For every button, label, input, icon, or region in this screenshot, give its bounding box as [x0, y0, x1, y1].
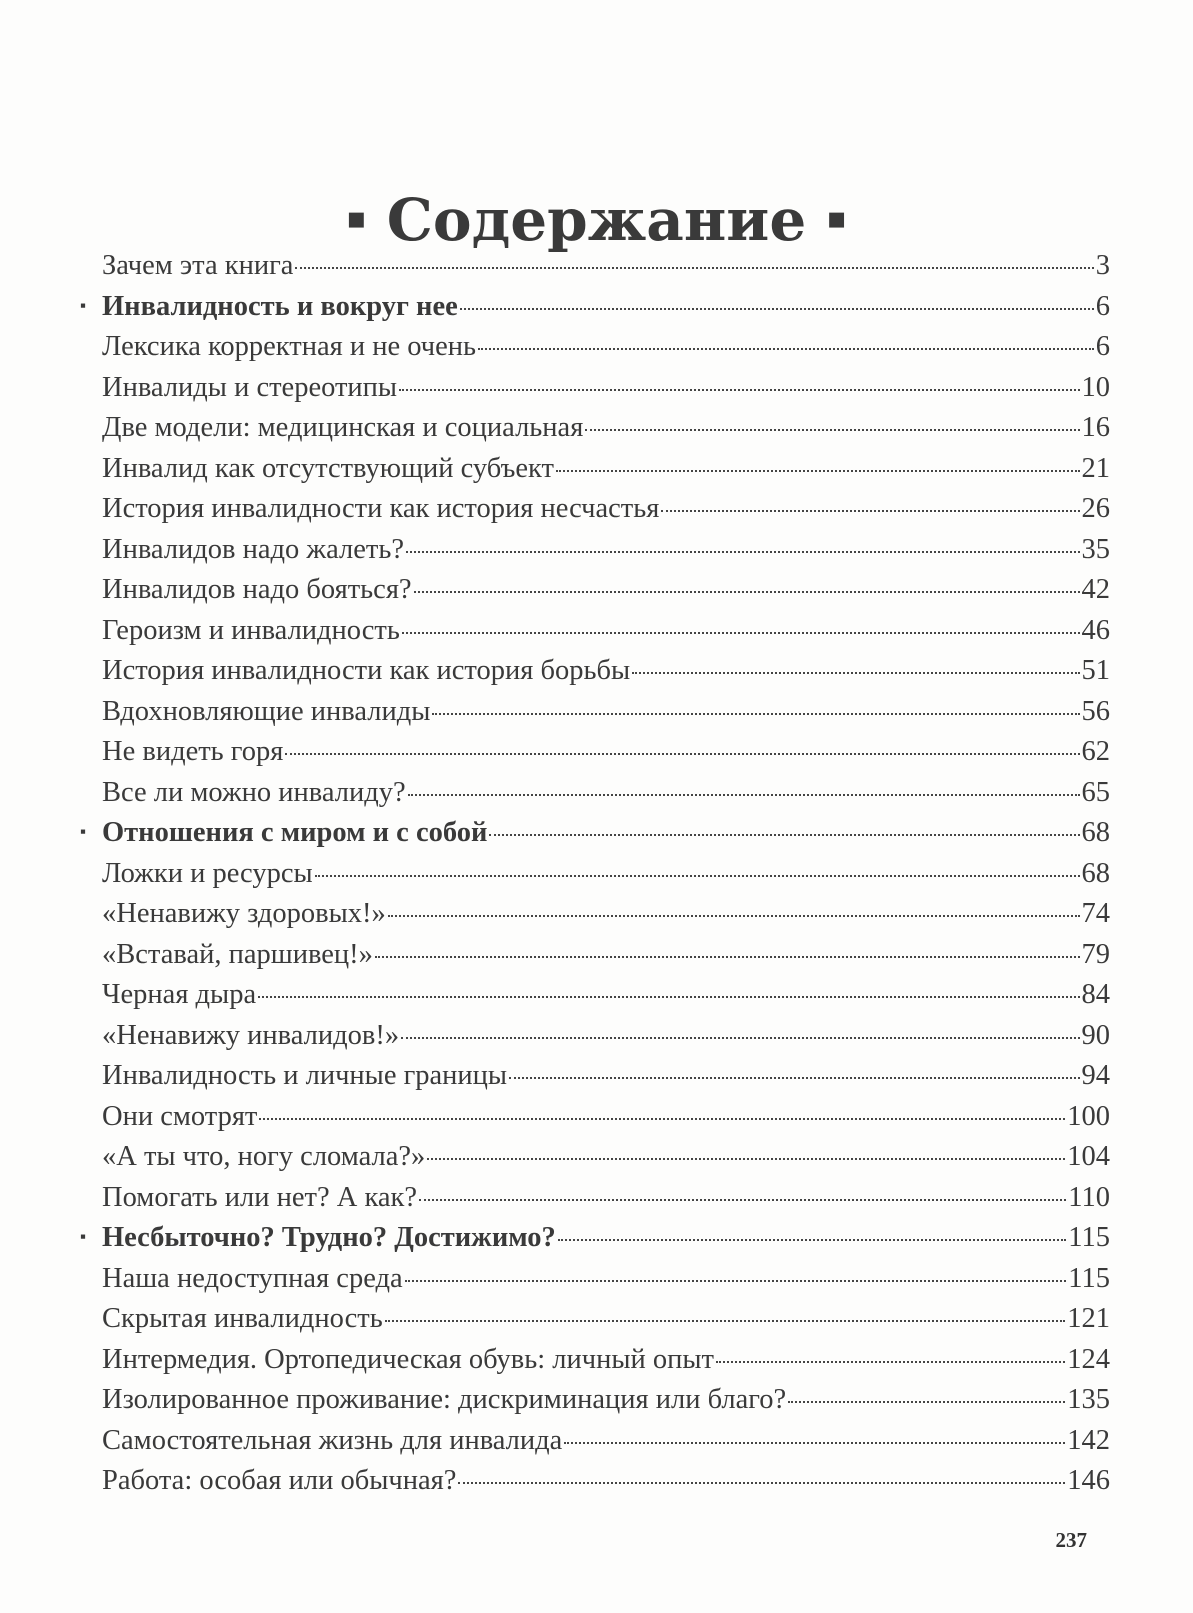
toc-entry — [80, 372, 1110, 413]
toc-page-number: 68 — [1081, 857, 1110, 889]
toc-entry — [80, 979, 1110, 1020]
toc-page-number: 135 — [1067, 1384, 1110, 1415]
toc-entry — [80, 898, 1110, 939]
toc-title: «А ты что, ногу сломала?» — [102, 1141, 426, 1172]
toc-page-number: 94 — [1081, 1060, 1110, 1091]
dot-leader — [460, 308, 1094, 310]
toc-entry — [80, 331, 1110, 372]
dot-leader — [564, 1442, 1065, 1444]
dot-leader — [509, 1077, 1079, 1079]
toc-title: Скрытая инвалидность — [102, 1303, 383, 1334]
toc-entry — [80, 1101, 1110, 1142]
toc-title: Работа: особая или обычная? — [102, 1465, 457, 1496]
toc-title: Несбыточно? Трудно? Достижимо? — [102, 1222, 556, 1253]
toc-section — [80, 1222, 1110, 1263]
toc-entry — [80, 1465, 1110, 1506]
toc-title: Ложки и ресурсы — [102, 857, 313, 889]
dot-leader — [315, 875, 1080, 877]
toc-entry — [80, 939, 1110, 980]
toc-entry — [80, 1060, 1110, 1101]
toc-entry — [80, 453, 1110, 494]
dot-leader — [661, 510, 1079, 512]
toc-title: Инвалидность и личные границы — [102, 1060, 508, 1091]
toc-entry — [80, 1303, 1110, 1344]
section-marker: ▪ — [80, 1227, 87, 1246]
toc-page-number: 6 — [1095, 290, 1110, 322]
dot-leader — [385, 1320, 1066, 1322]
toc-page-number: 65 — [1081, 776, 1110, 808]
toc-entry — [80, 1425, 1110, 1466]
title-marker-left: ▪ — [346, 200, 367, 236]
dot-leader — [788, 1401, 1065, 1403]
dot-leader — [556, 470, 1080, 472]
toc-page-number: 110 — [1068, 1181, 1110, 1213]
toc-entry — [80, 1263, 1110, 1304]
toc-title: Наша недоступная среда — [102, 1262, 403, 1294]
table-of-contents — [80, 250, 1110, 1506]
dot-leader — [285, 753, 1079, 755]
toc-entry — [80, 250, 1110, 291]
toc-page-number: 42 — [1081, 574, 1110, 605]
toc-page-number: 56 — [1081, 695, 1110, 727]
toc-title: Черная дыра — [102, 979, 257, 1010]
toc-page-number: 146 — [1067, 1465, 1110, 1496]
toc-title: Героизм и инвалидность — [102, 614, 400, 646]
toc-page-number: 115 — [1068, 1222, 1110, 1253]
toc-page-number: 142 — [1067, 1424, 1110, 1456]
toc-entry — [80, 1182, 1110, 1223]
dot-leader — [406, 551, 1080, 553]
toc-entry — [80, 574, 1110, 615]
toc-title: Вдохновляющие инвалиды — [102, 695, 431, 727]
dot-leader — [478, 348, 1094, 350]
toc-entry — [80, 777, 1110, 818]
dot-leader — [388, 915, 1080, 917]
toc-page-number: 79 — [1081, 938, 1110, 970]
toc-entry — [80, 534, 1110, 575]
toc-title: «Вставай, паршивец!» — [102, 938, 373, 970]
toc-entry — [80, 615, 1110, 656]
toc-title: Интермедия. Ортопедическая обувь: личный опыт — [102, 1343, 714, 1375]
dot-leader — [427, 1158, 1065, 1160]
section-marker: ▪ — [80, 295, 87, 315]
dot-leader — [408, 794, 1080, 796]
toc-title: Отношения с миром и с собой — [102, 817, 488, 848]
toc-page-number: 124 — [1067, 1343, 1110, 1375]
dot-leader — [489, 834, 1079, 836]
toc-page-number: 51 — [1081, 655, 1110, 686]
toc-title: Инвалидов надо жалеть? — [102, 533, 404, 565]
dot-leader — [399, 389, 1079, 391]
section-marker: ▪ — [80, 822, 87, 841]
toc-entry — [80, 858, 1110, 899]
dot-leader — [375, 956, 1080, 958]
toc-title: Инвалиды и стереотипы — [102, 371, 398, 403]
toc-title: Самостоятельная жизнь для инвалида — [102, 1424, 563, 1456]
dot-leader — [458, 1482, 1065, 1484]
toc-page-number: 16 — [1081, 412, 1110, 443]
toc-entry — [80, 412, 1110, 453]
toc-title: Все ли можно инвалиду? — [102, 776, 406, 808]
toc-page-number: 3 — [1095, 250, 1110, 281]
toc-title: Инвалид как отсутствующий субъект — [102, 452, 554, 484]
toc-title: Они смотрят — [102, 1100, 258, 1132]
dot-leader — [401, 1037, 1079, 1039]
dot-leader — [432, 713, 1079, 715]
dot-leader — [558, 1239, 1067, 1241]
toc-page-number: 6 — [1095, 331, 1110, 362]
dot-leader — [259, 1118, 1065, 1120]
dot-leader — [258, 996, 1079, 998]
toc-page-number: 121 — [1067, 1303, 1110, 1334]
dot-leader — [716, 1361, 1065, 1363]
toc-page-number: 10 — [1081, 371, 1110, 403]
dot-leader — [414, 591, 1080, 593]
dot-leader — [632, 672, 1079, 674]
toc-entry — [80, 1344, 1110, 1385]
toc-section — [80, 291, 1110, 332]
dot-leader — [295, 267, 1093, 269]
toc-entry — [80, 1384, 1110, 1425]
toc-entry — [80, 736, 1110, 777]
toc-title: История инвалидности как история борьбы — [102, 655, 631, 686]
toc-page-number: 62 — [1081, 736, 1110, 767]
page-number: 237 — [1055, 1528, 1087, 1552]
toc-title: Лексика корректная и не очень — [102, 331, 477, 362]
toc-page-number: 46 — [1081, 614, 1110, 646]
toc-entry — [80, 655, 1110, 696]
toc-title: Зачем эта книга — [102, 250, 294, 281]
toc-section — [80, 817, 1110, 858]
toc-title: «Ненавижу здоровых!» — [102, 898, 386, 929]
page-title — [0, 179, 1193, 260]
page-title-text: Содержание — [386, 185, 807, 254]
toc-page-number: 84 — [1081, 979, 1110, 1010]
toc-page-number: 100 — [1067, 1100, 1110, 1132]
toc-title: Инвалидов надо бояться? — [102, 574, 412, 605]
dot-leader — [419, 1199, 1066, 1201]
toc-page-number: 90 — [1081, 1019, 1110, 1051]
dot-leader — [585, 429, 1079, 431]
toc-title: Помогать или нет? А как? — [102, 1181, 418, 1213]
toc-title: «Ненавижу инвалидов!» — [102, 1019, 400, 1051]
toc-page-number: 74 — [1081, 898, 1110, 929]
toc-page-number: 104 — [1067, 1141, 1110, 1172]
title-marker-right: ▪ — [826, 200, 847, 236]
toc-page-number: 26 — [1081, 493, 1110, 524]
dot-leader — [402, 632, 1080, 634]
toc-page-number: 35 — [1081, 533, 1110, 565]
toc-page-number: 115 — [1068, 1262, 1110, 1294]
toc-title: История инвалидности как история несчастья — [102, 493, 660, 524]
toc-title: Две модели: медицинская и социальная — [102, 412, 584, 443]
dot-leader — [405, 1280, 1067, 1282]
toc-entry — [80, 493, 1110, 534]
toc-title: Изолированное проживание: дискриминация или благо? — [102, 1384, 787, 1415]
toc-title: Не видеть горя — [102, 736, 284, 767]
toc-entry — [80, 1020, 1110, 1061]
toc-title: Инвалидность и вокруг нее — [102, 290, 458, 322]
toc-page-number: 21 — [1081, 452, 1110, 484]
toc-entry — [80, 1141, 1110, 1182]
toc-entry — [80, 696, 1110, 737]
toc-page-number: 68 — [1081, 817, 1110, 848]
